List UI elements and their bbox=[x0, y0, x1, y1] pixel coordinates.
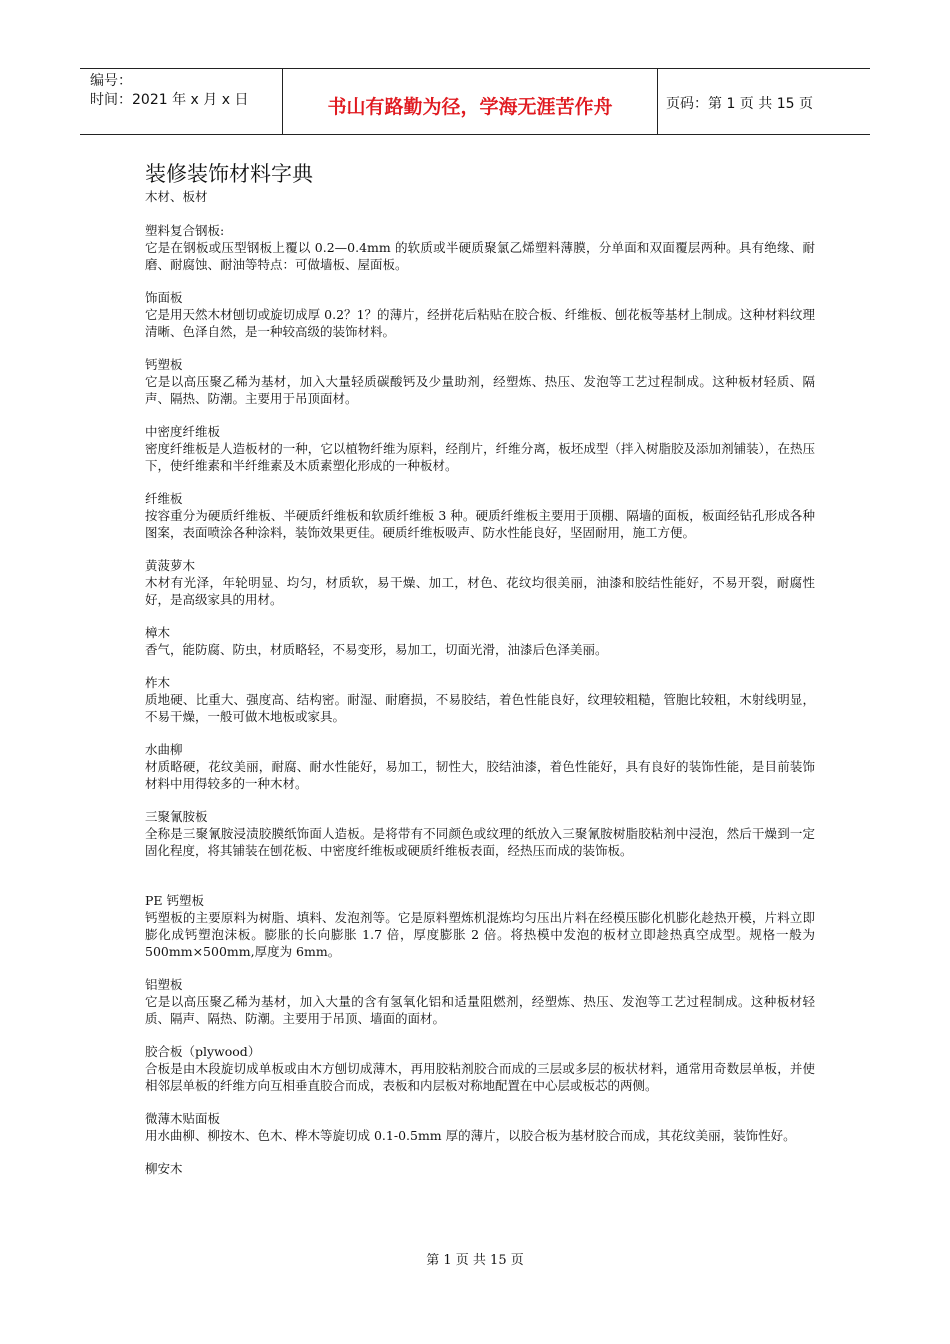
entry bbox=[145, 808, 815, 859]
entry bbox=[145, 222, 815, 273]
entry-title: 柳安木 bbox=[145, 1161, 183, 1176]
document-title: 装修装饰材料字典 bbox=[145, 162, 313, 186]
entry bbox=[145, 741, 815, 792]
entry-body: 合板是由木段旋切成单板或由木方刨切成薄木，再用胶粘剂胶合而成的三层或多层的板状材料，通常用奇数层单板，并使相邻层单板的纤维方向互相垂直胶合而成，表板和内层板对称地配置在中心层或板芯的两侧。 bbox=[145, 1061, 815, 1093]
document-subtitle: 木材、板材 bbox=[145, 189, 208, 204]
entry bbox=[145, 490, 815, 541]
header-meta bbox=[80, 69, 283, 134]
document-date: 时间：2021 年 x 月 x 日 bbox=[90, 92, 249, 108]
page-header bbox=[80, 68, 870, 135]
entry-title: 铝塑板 bbox=[145, 977, 183, 992]
entry bbox=[145, 1043, 815, 1094]
entry-body: 钙塑板的主要原料为树脂、填料、发泡剂等。它是原料塑炼机混炼均匀压出片料在经模压膨化机膨化趁热开模，片料立即膨化成钙塑泡沫板。膨胀的长向膨胀 1.7 倍，厚度膨胀 2 倍。将热模中发泡的板材立即趁热真空成型。规格一般为 500mm×500mm,厚度为 6mm。 bbox=[145, 910, 815, 959]
document-number-label: 编号： bbox=[90, 73, 132, 89]
entry-body: 密度纤维板是人造板材的一种，它以植物纤维为原料，经削片，纤维分离，板坯成型（拌入树脂胶及添加剂铺装），在热压下，使纤维素和半纤维素及木质素塑化形成的一种板材。 bbox=[145, 441, 815, 473]
entry-title: 黄菠萝木 bbox=[145, 558, 196, 573]
entry bbox=[145, 892, 815, 960]
entry bbox=[145, 423, 815, 474]
entry-title: 钙塑板 bbox=[145, 357, 183, 372]
entry-body: 木材有光泽，年轮明显、均匀，材质软，易干燥、加工，材色、花纹均很美丽，油漆和胶结性能好，不易开裂，耐腐性好，是高级家具的用材。 bbox=[145, 575, 815, 607]
entry-title: 水曲柳 bbox=[145, 742, 183, 757]
entry-title: 樟木 bbox=[145, 625, 171, 640]
entry-body: 它是以高压聚乙稀为基材，加入大量轻质碳酸钙及少量助剂，经塑炼、热压、发泡等工艺过程制成。这种板材轻质、隔声、隔热、防潮。主要用于吊顶面材。 bbox=[145, 374, 815, 406]
entry-body: 质地硬、比重大、强度高、结构密。耐湿、耐磨损，不易胶结，着色性能良好，纹理较粗糙，管胞比较粗，木射线明显，不易干燥，一般可做木地板或家具。 bbox=[145, 692, 815, 724]
entry-body: 材质略硬，花纹美丽，耐腐、耐水性能好，易加工，韧性大，胶结油漆，着色性能好，具有良好的装饰性能，是目前装饰材料中用得较多的一种木材。 bbox=[145, 759, 815, 791]
entry-body: 它是在钢板或压型钢板上覆以 0.2—0.4mm 的软质或半硬质聚氯乙烯塑料薄膜，分单面和双面覆层两种。具有绝缘、耐磨、耐腐蚀、耐油等特点：可做墙板、屋面板。 bbox=[145, 240, 815, 272]
entry-title: 塑料复合钢板: bbox=[145, 223, 225, 238]
entry-title: 柞木 bbox=[145, 675, 171, 690]
entry bbox=[145, 1160, 815, 1177]
entry bbox=[145, 289, 815, 340]
entry-title: PE 钙塑板 bbox=[145, 893, 205, 908]
entry-title: 三聚氰胺板 bbox=[145, 809, 208, 824]
entry-title: 中密度纤维板 bbox=[145, 424, 221, 439]
entry-title: 饰面板 bbox=[145, 290, 183, 305]
entry-body: 用水曲柳、柳按木、色木、桦木等旋切成 0.1-0.5mm 厚的薄片，以胶合板为基材胶合而成，其花纹美丽，装饰性好。 bbox=[145, 1128, 796, 1143]
entry bbox=[145, 356, 815, 407]
entry bbox=[145, 624, 815, 658]
entry-title: 微薄木贴面板 bbox=[145, 1111, 221, 1126]
entry-body: 香气，能防腐、防虫，材质略轻，不易变形，易加工，切面光滑，油漆后色泽美丽。 bbox=[145, 642, 608, 657]
entry-body: 它是用天然木材刨切或旋切成厚 0.2？1？的薄片，经拼花后粘贴在胶合板、纤维板、刨花板等基材上制成。这种材料纹理清晰、色泽自然，是一种较高级的装饰材料。 bbox=[145, 307, 815, 339]
entry-title: 纤维板 bbox=[145, 491, 183, 506]
entry bbox=[145, 1110, 815, 1144]
header-page-info: 页码：第 1 页 共 15 页 bbox=[666, 95, 813, 112]
entry bbox=[145, 557, 815, 608]
entry-title: 胶合板（plywood） bbox=[145, 1044, 261, 1059]
entry bbox=[145, 976, 815, 1027]
entry bbox=[145, 674, 815, 725]
header-motto: 书山有路勤为径，学海无涯苦作舟 bbox=[283, 69, 658, 134]
entry-body: 它是以高压聚乙稀为基材，加入大量的含有氢氧化铝和适量阻燃剂，经塑炼、热压、发泡等工艺过程制成。这种板材轻质、隔声、隔热、防潮。主要用于吊顶、墙面的面材。 bbox=[145, 994, 815, 1026]
document-body bbox=[145, 160, 815, 1193]
entry-body: 按容重分为硬质纤维板、半硬质纤维板和软质纤维板 3 种。硬质纤维板主要用于顶棚、隔墙的面板，板面经钻孔形成各种图案，表面喷涂各种涂料，装饰效果更佳。硬质纤维板吸声、防水性能良好，坚固耐用，施工方便。 bbox=[145, 508, 815, 540]
page-footer: 第 1 页 共 15 页 bbox=[426, 1253, 524, 1268]
entry-body: 全称是三聚氰胺浸渍胶膜纸饰面人造板。是将带有不同颜色或纹理的纸放入三聚氰胺树脂胶粘剂中浸泡，然后干燥到一定固化程度，将其铺装在刨花板、中密度纤维板或硬质纤维板表面，经热压而成的装饰板。 bbox=[145, 826, 815, 858]
